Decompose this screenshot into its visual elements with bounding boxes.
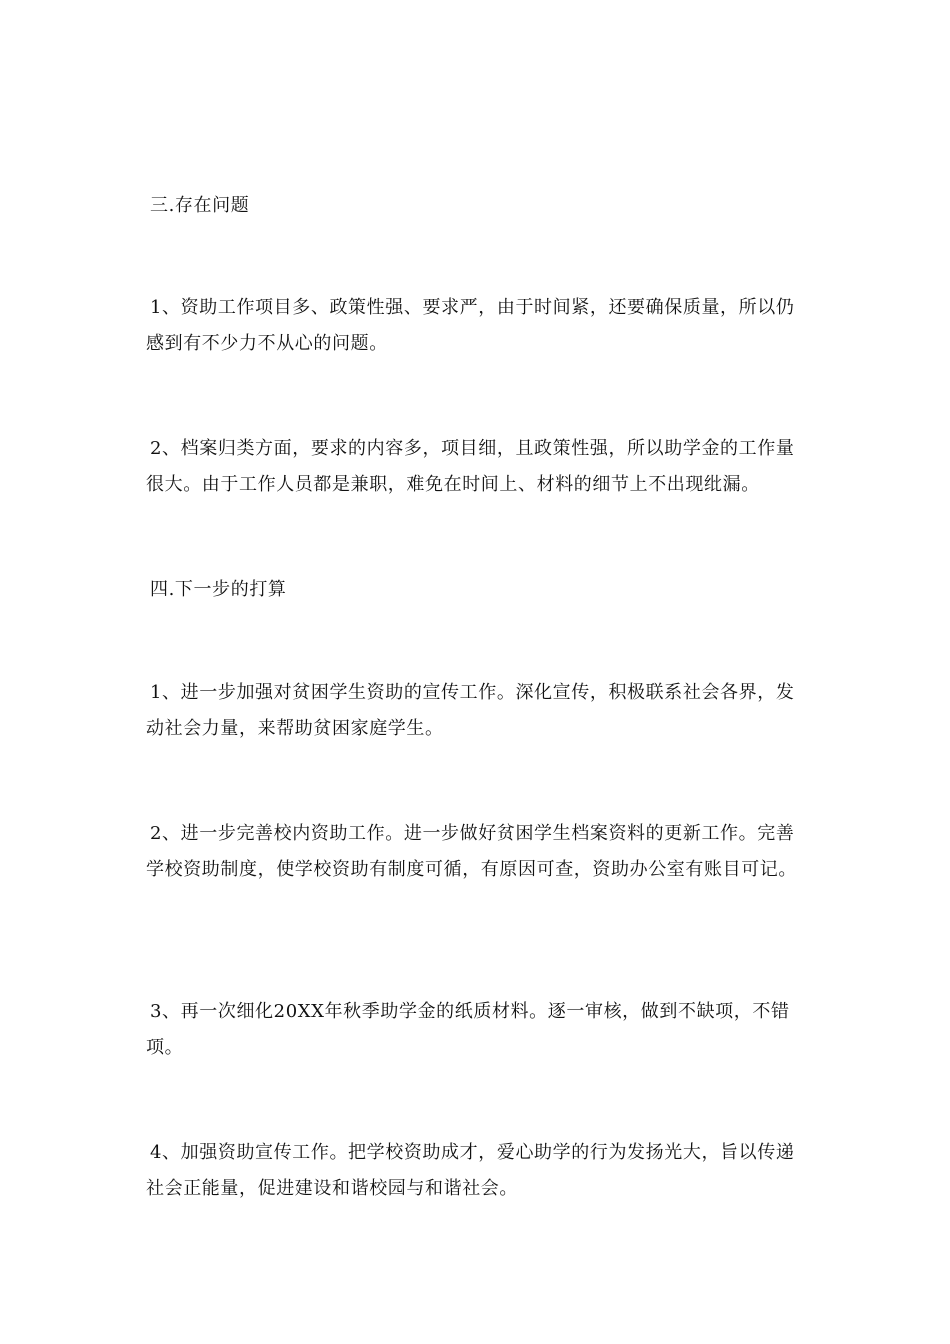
problem-item-1: 1、资助工作项目多、政策性强、要求严，由于时间紧，还要确保质量，所以仍感到有不少力不从心的问题。 [146, 297, 795, 354]
section-heading-problems: 三.存在问题 [150, 195, 250, 216]
plan-item-2: 2、进一步完善校内资助工作。进一步做好贫困学生档案资料的更新工作。完善学校资助制度，使学校资助有制度可循，有原因可查，资助办公室有账目可记。 [146, 823, 797, 880]
plan-item-1: 1、进一步加强对贫困学生资助的宣传工作。深化宣传，积极联系社会各界，发动社会力量，来帮助贫困家庭学生。 [146, 682, 795, 739]
section-heading-next-steps: 四.下一步的打算 [150, 579, 287, 600]
plan-item-4: 4、加强资助宣传工作。把学校资助成才，爱心助学的行为发扬光大，旨以传递社会正能量，促进建设和谐校园与和谐社会。 [146, 1142, 795, 1199]
plan-item-3: 3、再一次细化20XX年秋季助学金的纸质材料。逐一审核，做到不缺项，不错项。 [146, 1001, 790, 1058]
problem-item-2: 2、档案归类方面，要求的内容多，项目细，且政策性强，所以助学金的工作量很大。由于工作人员都是兼职，难免在时间上、材料的细节上不出现纰漏。 [146, 438, 795, 495]
